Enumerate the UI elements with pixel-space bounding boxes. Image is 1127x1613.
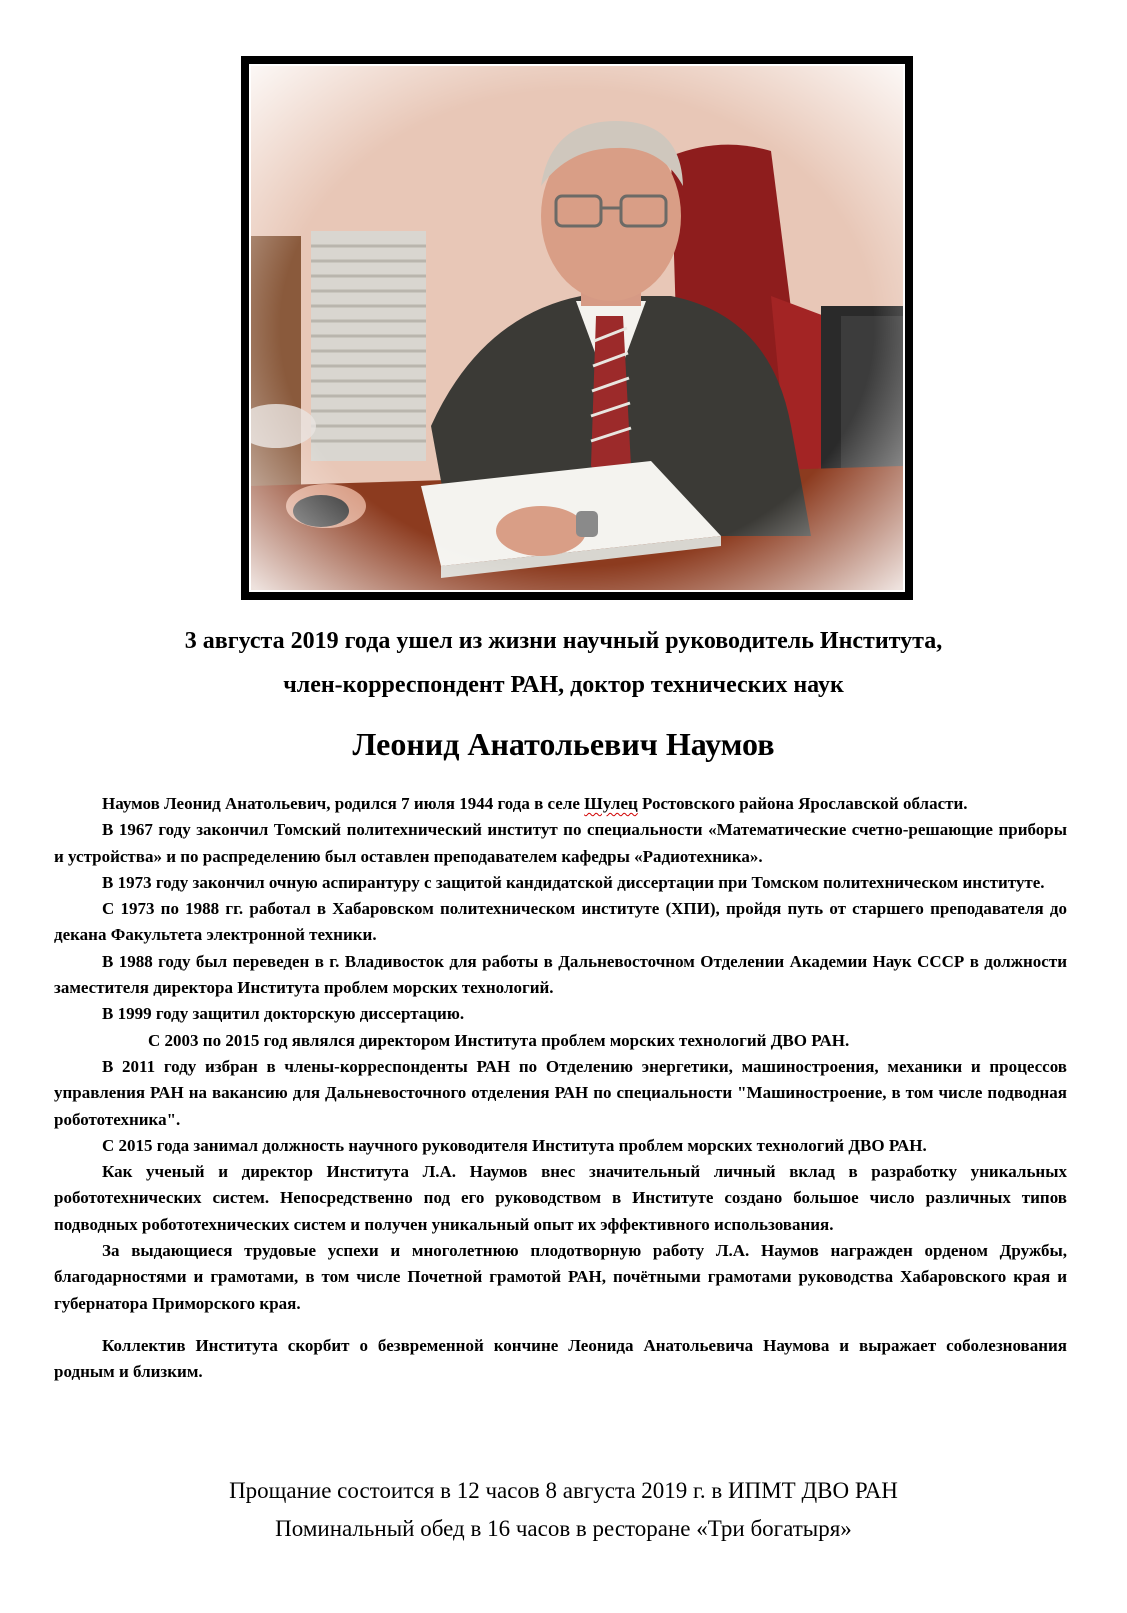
biography [54, 791, 1067, 1386]
bio-paragraph-scientific-leader: С 2015 года занимал должность научного руководителя Института проблем морских технологий ДВО РАН. [102, 1135, 927, 1155]
bio-paragraph-doctorate: В 1999 году защитил докторскую диссертацию. [102, 1004, 465, 1024]
bio-paragraph-postgraduate: В 1973 году закончил очную аспирантуру с защитой кандидатской диссертации при Томском политехническом институте. [102, 872, 1045, 892]
bio-paragraph-contribution: Как ученый и директор Института Л.А. Наумов внес значительный личный вклад в разработку уникальных робототехнических систем. Непосредственно под его руководством в Институте создано большое число различных типов подводных робототехнических систем и получен уникальный опыт их эффективного использования. [54, 1162, 1067, 1234]
bio-paragraph-birth: Наумов Леонид Анатольевич, родился 7 июля 1944 года в селе Шулец Ростовского района Ярославской области. [102, 794, 968, 813]
bio-paragraph-khpi: С 1973 по 1988 гг. работал в Хабаровском политехническом институте (ХПИ), пройдя путь от старшего преподавателя до декана Факультета электронной техники. [54, 899, 1067, 945]
bio-paragraph-corresponding-member: В 2011 году избран в члены-корреспонденты РАН по Отделению энергетики, машиностроения, механики и процессов управления РАН на вакансию для Дальневосточного отделения РАН по специальности "Машиностроение, в том числе подводная робототехника". [54, 1056, 1067, 1129]
bio-paragraph-vladivostok: В 1988 году был переведен в г. Владивосток для работы в Дальневосточном Отделении Академии Наук СССР в должности заместителя директора Института проблем морских технологий. [54, 951, 1067, 998]
portrait-photo [249, 64, 905, 592]
person-name: Леонид Анатольевич Наумов [352, 726, 775, 762]
photo-frame [241, 56, 913, 600]
portrait-illustration [251, 66, 903, 590]
spellcheck-underlined-word: Шулец [584, 794, 638, 813]
bio-paragraph-director: С 2003 по 2015 год являлся директором Института проблем морских технологий ДВО РАН. [148, 1030, 850, 1050]
bio-paragraph-awards: За выдающиеся трудовые успехи и многолетнюю плодотворную работу Л.А. Наумов награжден орденом Дружбы, благодарностями и грамотами, в том числе Почетной грамотой РАН, почётными грамотами руководства Хабаровского края и губернатора Приморского края. [54, 1241, 1067, 1313]
memorial-dinner-notice: Поминальный обед в 16 часов в ресторане «Три богатыря» [275, 1516, 852, 1541]
farewell-notice: Прощание состоится в 12 часов 8 августа 2019 г. в ИПМТ ДВО РАН [229, 1478, 898, 1503]
headline-line-1: 3 августа 2019 года ушел из жизни научный руководитель Института, [184, 628, 943, 654]
headline-line-2: член-корреспондент РАН, доктор технических наук [283, 672, 844, 698]
bio-paragraph-education: В 1967 году закончил Томский политехнический институт по специальности «Математические счетно-решающие приборы и устройства» и по распределению был оставлен преподавателем кафедры «Радиотехника». [54, 820, 1067, 866]
bio-paragraph-condolences: Коллектив Института скорбит о безвременной кончине Леонида Анатольевича Наумова и выражает соболезнования родным и близким. [54, 1335, 1067, 1382]
